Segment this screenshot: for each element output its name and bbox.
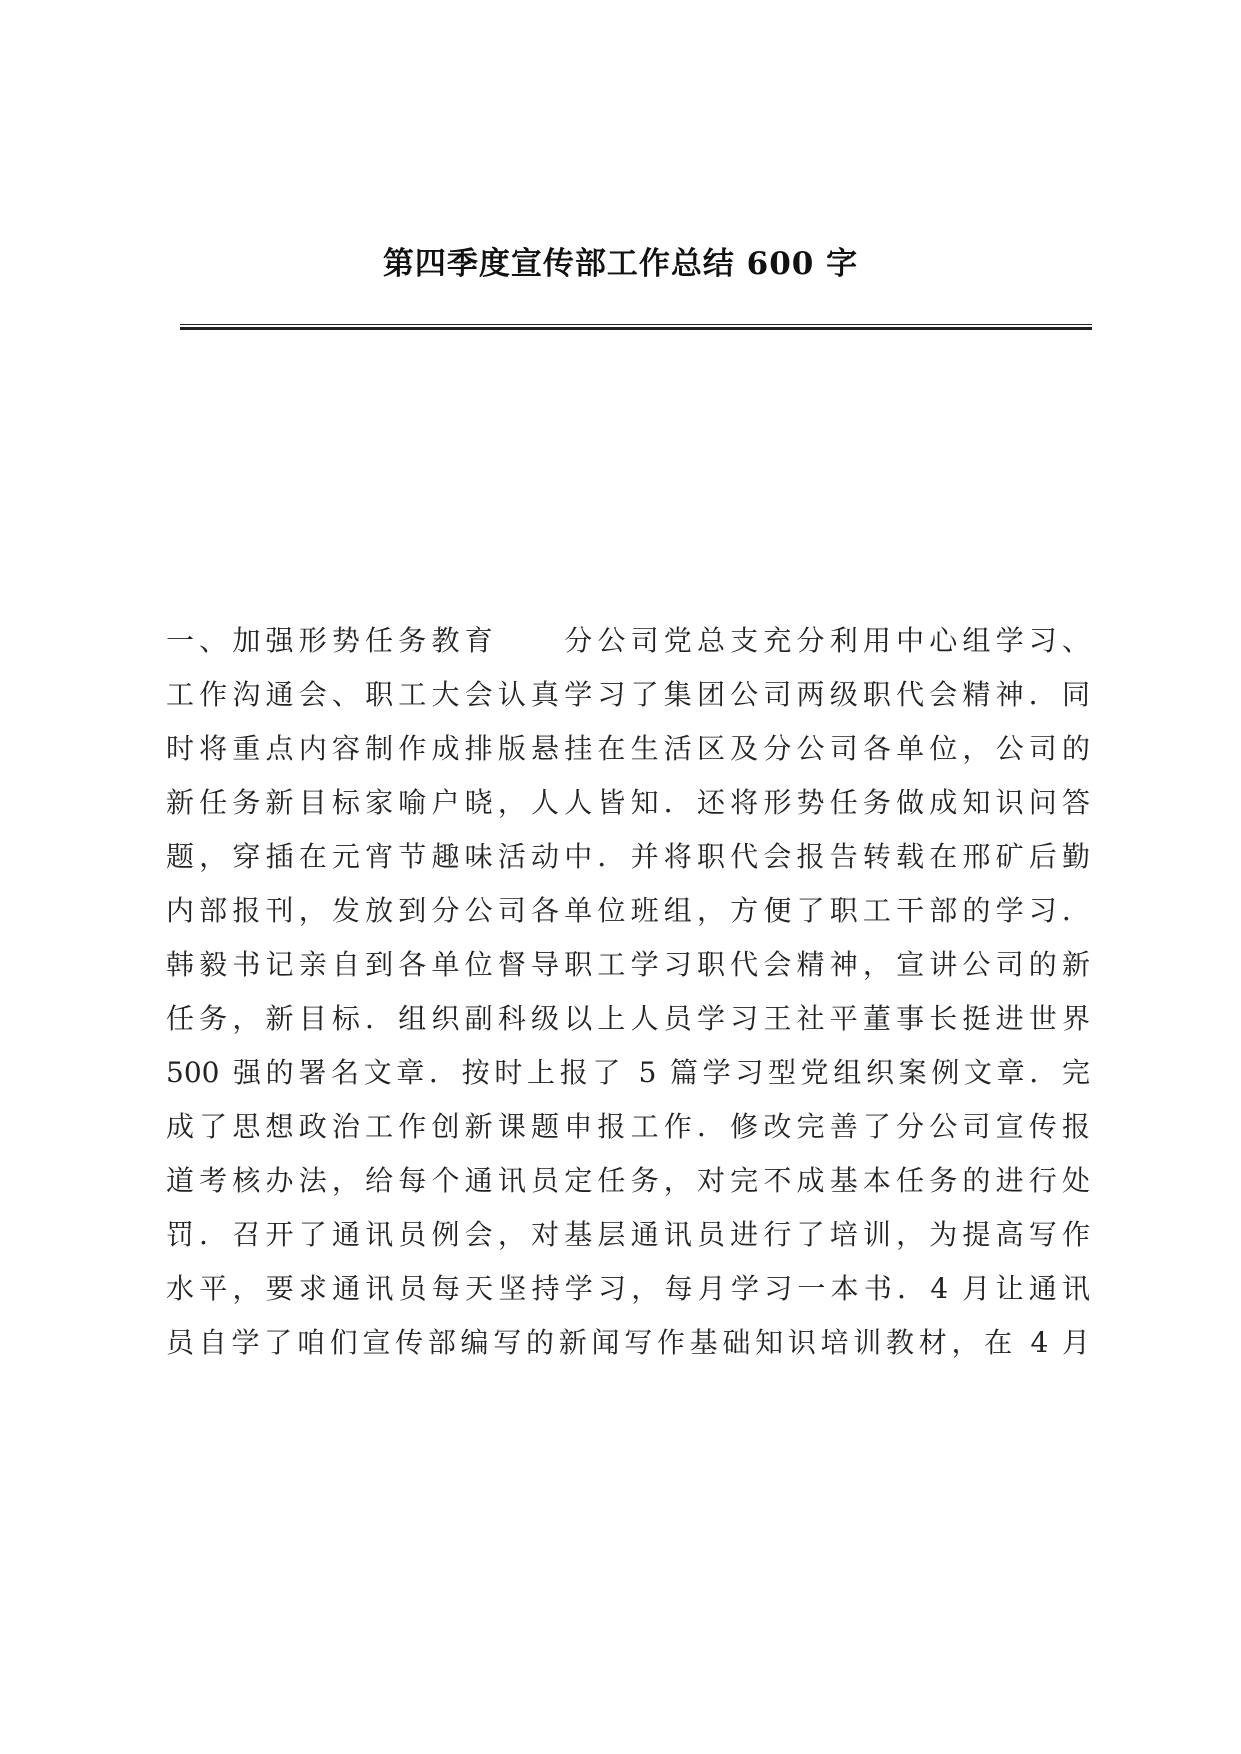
body-line: 成了思想政治工作创新课题申报工作．修改完善了分公司宣传报 — [166, 1110, 1090, 1143]
body-line: 水平，要求通讯员每天坚持学习，每月学习一本书．4 月让通讯 — [166, 1272, 1090, 1305]
body-line: 任务，新目标．组织副科级以上人员学习王社平董事长挺进世界 — [166, 1002, 1090, 1035]
document-body — [166, 614, 1090, 1370]
body-line: 员自学了咱们宣传部编写的新闻写作基础知识培训教材，在 4 月 — [166, 1326, 1090, 1359]
body-line: 韩毅书记亲自到各单位督导职工学习职代会精神，宣讲公司的新 — [166, 948, 1090, 981]
body-line: 罚．召开了通讯员例会，对基层通讯员进行了培训，为提高写作 — [166, 1218, 1090, 1251]
body-line: 道考核办法，给每个通讯员定任务，对完不成基本任务的进行处 — [166, 1164, 1090, 1197]
body-line: 内部报刊，发放到分公司各单位班组，方便了职工干部的学习． — [166, 894, 1090, 927]
body-line: 工作沟通会、职工大会认真学习了集团公司两级职代会精神．同 — [166, 678, 1090, 711]
body-line: 题，穿插在元宵节趣味活动中．并将职代会报告转载在邢矿后勤 — [166, 840, 1090, 873]
body-line: 新任务新目标家喻户晓，人人皆知．还将形势任务做成知识问答 — [166, 786, 1090, 819]
body-line: 500 强的署名文章．按时上报了 5 篇学习型党组织案例文章．完 — [166, 1056, 1090, 1089]
title-double-rule — [180, 324, 1092, 330]
document-title: 第四季度宣传部工作总结 600 字 — [382, 246, 859, 282]
body-line: 一、加强形势任务教育 分公司党总支充分利用中心组学习、 — [166, 624, 1090, 657]
body-line: 时将重点内容制作成排版悬挂在生活区及分公司各单位，公司的 — [166, 732, 1090, 765]
